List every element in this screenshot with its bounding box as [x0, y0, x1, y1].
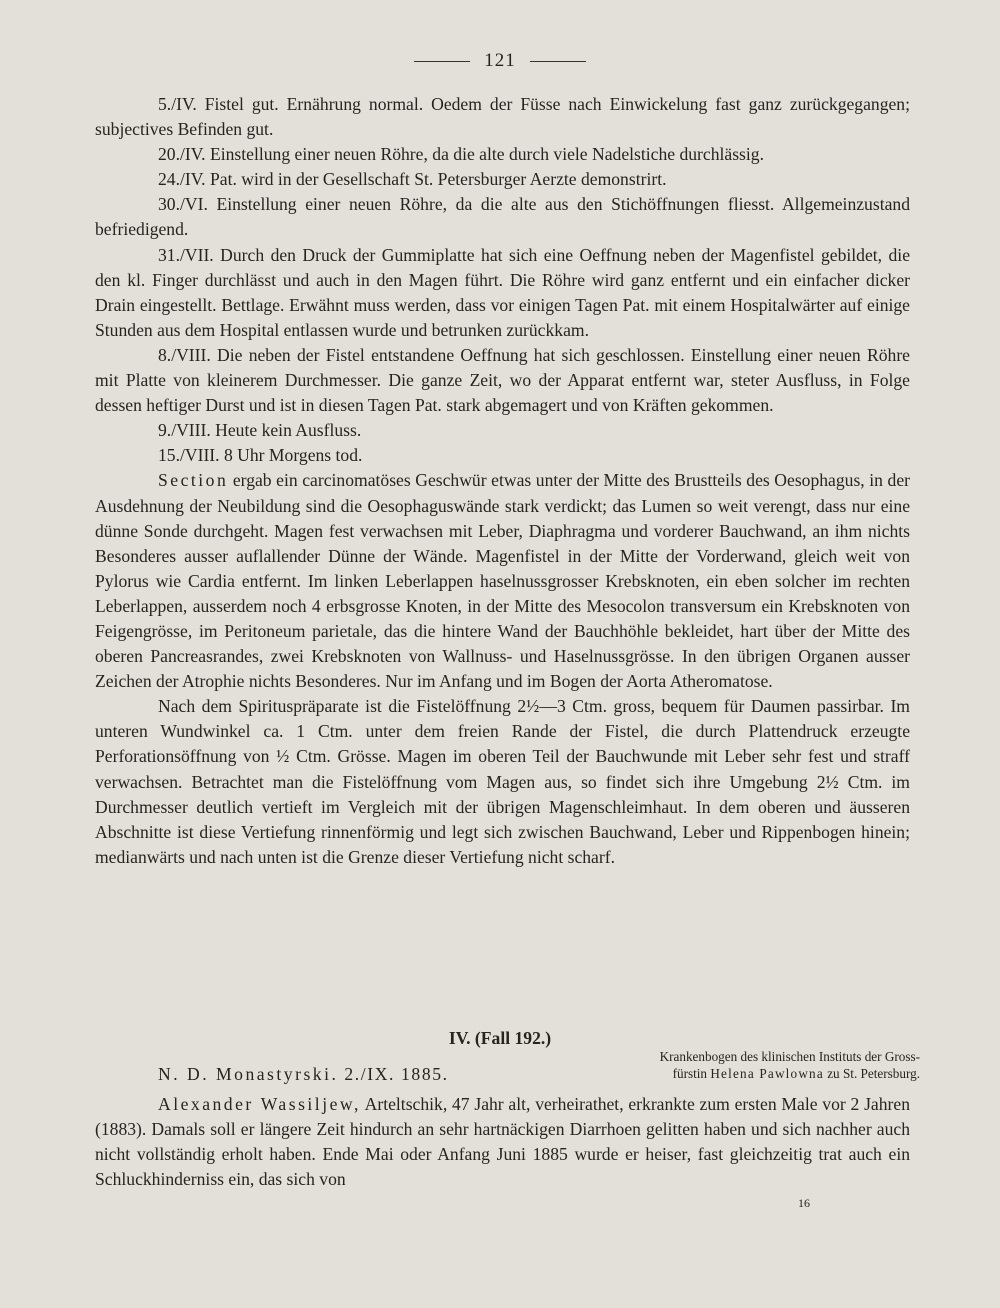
note-paragraph: 31./VII. Durch den Druck der Gummiplatte hat sich eine Oeffnung neben der Magenfistel gebildet, die den kl. Finger durchlässt und auch in den Magen führt. Die Röhre wird ganz entfernt und ein einfacher dicker Drain eingestellt. Bettlage. Erwähnt muss werden, dass vor einigen Tagen Pat. mit einem Hospitalwärter auf einige Stunden aus dem Hospital entlassen wurde und betrunken zurückkam.: [95, 244, 910, 340]
section-text: ergab ein carcinomatöses Geschwür etwas unter der Mitte des Brustteils des Oesophagus, in der Ausdehnung der Neubildung sind die Oesophaguswände stark verdickt; das Lumen so weit verengt, dass nur eine dünne Sonde durchgeht. Magen fest verwachsen mit Leber, Diaphragma und vorderer Bauchwand, an ihm nichts Besonderes ausser auflallender Dünne der Wände. Magenfistel in der Mitte der Vorderwand, gleich weit von Pylorus wie Cardia entfernt. Im linken Leberlappen haselnussgrosser Krebsknoten, ein eben solcher im rechten Leberlappen, ausserdem noch 4 erbsgrosse Knoten, in der Mitte des Mesocolon transversum ein Krebsknoten von Feigengrösse, im Peritoneum parietale, das die hintere Wand der Bauchhöhle bekleidet, hart über der Mitte des oberen Pancreasrandes, zwei Krebsknoten von Wallnuss- und Haselnussgrösse. In den übrigen Organen ausser Zeichen der Atrophie nichts Besonderes. Nur im Anfang und im Bogen der Aorta Atheromatose.: [95, 470, 910, 692]
page-header: [0, 50, 1000, 72]
note-paragraph: 20./IV. Einstellung einer neuen Röhre, da die alte durch viele Nadelstiche durchlässig.: [158, 144, 764, 165]
case-source: [558, 1048, 920, 1082]
header-rule-right: [530, 61, 586, 62]
page-number: 121: [484, 50, 516, 71]
note-paragraph: 30./VI. Einstellung einer neuen Röhre, da die alte aus den Stichöffnungen fliesst. Allgemeinzustand befriedigend.: [95, 194, 910, 240]
note-paragraph: 24./IV. Pat. wird in der Gesellschaft St. Petersburger Aerzte demonstrirt.: [158, 169, 667, 190]
source-line-1: Krankenbogen des klinischen Instituts der Gross-: [659, 1049, 920, 1064]
patient-paragraph: [95, 1092, 910, 1192]
note-paragraph: 8./VIII. Die neben der Fistel entstandene Oeffnung hat sich geschlossen. Einstellung einer neuen Röhre mit Platte von kleinerem Durchmesser. Die ganze Zeit, wo der Apparat entfernt war, steter Ausfluss, in Folge dessen heftiger Durst und ist in diesen Tagen Pat. stark abgemagert und von Kräften gekommen.: [95, 344, 910, 416]
source-word: fürstin: [672, 1066, 708, 1081]
patient-name: Alexander Wassiljew,: [158, 1094, 361, 1114]
signature-mark: 16: [798, 1196, 810, 1210]
note-paragraph: 15./VIII. 8 Uhr Morgens tod.: [158, 445, 363, 466]
section-lead: Section: [158, 470, 229, 491]
patient-text: Arteltschik, 47 Jahr alt, verheirathet, erkrankte zum ersten Male vor 2 Jahren (1883). Damals soll er längere Zeit hindurch an sehr hartnäckigen Diarrhoen gelitten haben und sich nachher auch nicht vollständig erholt haben. Ende Mai oder Anfang Juni 1885 wurde er heiser, fast gleichzeitig trat auch ein Schluckhinderniss ein, das sich von: [95, 1094, 911, 1190]
header-rule-left: [414, 61, 470, 62]
case-notes: [95, 92, 910, 870]
patient-history: [95, 1092, 910, 1192]
author-line: [158, 1064, 449, 1085]
source-name: Helena Pawlowna: [710, 1066, 824, 1081]
section-paragraph: [95, 468, 910, 694]
case-author: N. D. Monastyrski.: [158, 1064, 339, 1084]
source-line-2: [558, 1065, 920, 1082]
source-place: zu St. Petersburg.: [827, 1066, 920, 1081]
spiritus-paragraph: Nach dem Spirituspräparate ist die Fistelöffnung 2½—3 Ctm. gross, bequem für Daumen passirbar. Im unteren Wundwinkel ca. 1 Ctm. unter dem freien Rande der Fistel, die durch Plattendruck erzeugte Perforationsöffnung von ½ Ctm. Grösse. Magen im oberen Teil der Bauchwunde mit Leber sehr fest und straff verwachsen. Betrachtet man die Fistelöffnung vom Magen aus, so findet sich ihre Umgebung 2½ Ctm. im Durchmesser deutlich vertieft im Vergleich mit der übrigen Magenschleimhaut. In dem oberen und äusseren Abschnitte ist diese Vertiefung rinnenförmig und legt sich zwischen Bauchwand, Leber und Rippenbogen hinein; medianwärts und nach unten ist die Grenze dieser Vertiefung nicht scharf.: [95, 696, 910, 867]
case-date: 2./IX. 1885.: [344, 1064, 449, 1084]
case-heading: IV. (Fall 192.): [448, 1028, 552, 1048]
note-paragraph: 5./IV. Fistel gut. Ernährung normal. Oedem der Füsse nach Einwickelung fast ganz zurückgegangen; subjectives Befinden gut.: [95, 94, 910, 140]
note-paragraph: 9./VIII. Heute kein Ausfluss.: [158, 420, 362, 441]
